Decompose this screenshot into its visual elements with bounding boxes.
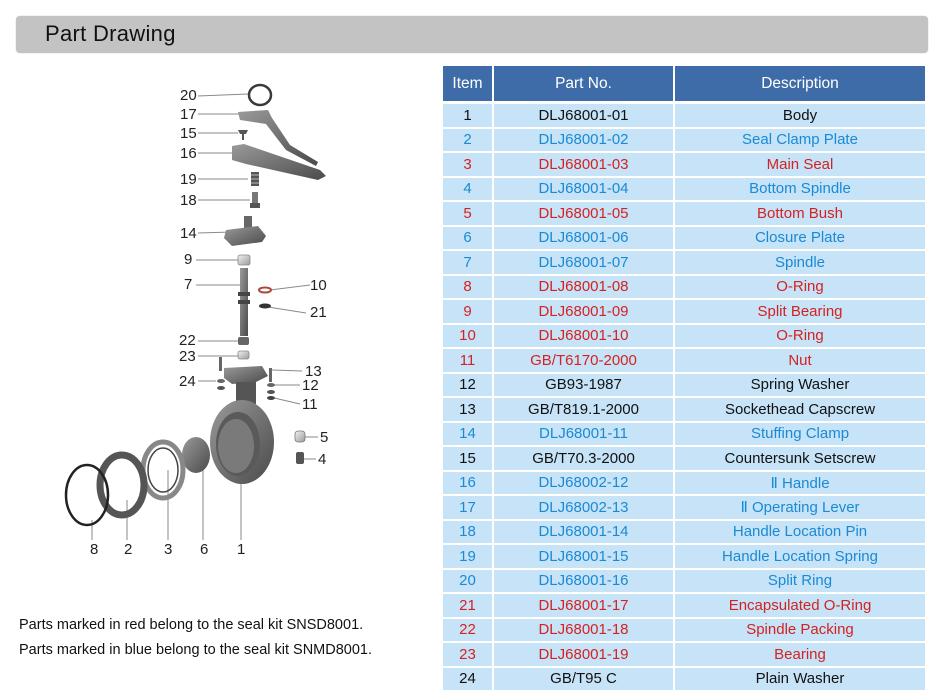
cell-description: Ⅱ Handle <box>675 472 925 497</box>
table-row <box>443 227 925 252</box>
cell-item: 10 <box>443 325 494 350</box>
callout-5: 5 <box>320 429 329 446</box>
cell-part-no: DLJ68001-10 <box>494 325 675 350</box>
cell-item: 22 <box>443 619 494 644</box>
cell-part-no: DLJ68001-19 <box>494 643 675 668</box>
table-header-row <box>443 66 925 104</box>
cell-description: Split Bearing <box>675 300 925 325</box>
cell-part-no: GB93-1987 <box>494 374 675 399</box>
table-row <box>443 619 925 644</box>
column-header-part-no: Part No. <box>494 66 675 104</box>
cell-description: Seal Clamp Plate <box>675 129 925 154</box>
cell-description: Closure Plate <box>675 227 925 252</box>
section-title: Part Drawing <box>45 21 176 46</box>
parts-list-table <box>443 66 925 692</box>
callout-6: 6 <box>200 541 209 558</box>
cell-description: Encapsulated O-Ring <box>675 594 925 619</box>
table-row <box>443 398 925 423</box>
cell-description: Split Ring <box>675 570 925 595</box>
cell-part-no: DLJ68001-11 <box>494 423 675 448</box>
cell-item: 15 <box>443 447 494 472</box>
cell-item: 6 <box>443 227 494 252</box>
cell-part-no: GB/T6170-2000 <box>494 349 675 374</box>
cell-item: 23 <box>443 643 494 668</box>
cell-part-no: DLJ68001-14 <box>494 521 675 546</box>
callout-16: 16 <box>180 145 197 162</box>
table-row <box>443 325 925 350</box>
cell-description: Nut <box>675 349 925 374</box>
callout-9: 9 <box>184 251 193 268</box>
table-row <box>443 153 925 178</box>
section-header <box>16 16 928 53</box>
cell-part-no: DLJ68001-01 <box>494 104 675 129</box>
callout-14: 14 <box>180 225 197 242</box>
cell-item: 20 <box>443 570 494 595</box>
callout-11: 11 <box>302 396 318 413</box>
cell-description: Body <box>675 104 925 129</box>
cell-item: 14 <box>443 423 494 448</box>
table-row <box>443 643 925 668</box>
column-header-item: Item <box>443 66 494 104</box>
callout-10: 10 <box>310 277 327 294</box>
callout-13: 13 <box>305 363 322 380</box>
table-row <box>443 570 925 595</box>
cell-description: Plain Washer <box>675 668 925 693</box>
cell-part-no: DLJ68002-13 <box>494 496 675 521</box>
callout-19: 19 <box>180 171 197 188</box>
cell-description: Spring Washer <box>675 374 925 399</box>
cell-part-no: DLJ68001-05 <box>494 202 675 227</box>
table-row <box>443 496 925 521</box>
cell-description: Bottom Spindle <box>675 178 925 203</box>
valve-exploded-view-image <box>0 60 440 580</box>
cell-item: 16 <box>443 472 494 497</box>
table-row <box>443 178 925 203</box>
column-header-description: Description <box>675 66 925 104</box>
cell-item: 12 <box>443 374 494 399</box>
callout-15: 15 <box>180 125 197 142</box>
table-row <box>443 594 925 619</box>
cell-description: Spindle <box>675 251 925 276</box>
cell-item: 21 <box>443 594 494 619</box>
table-row <box>443 472 925 497</box>
cell-part-no: DLJ68001-03 <box>494 153 675 178</box>
cell-description: Handle Location Pin <box>675 521 925 546</box>
exploded-part-drawing <box>0 60 440 580</box>
cell-part-no: DLJ68001-06 <box>494 227 675 252</box>
callout-8: 8 <box>90 541 99 558</box>
cell-part-no: GB/T70.3-2000 <box>494 447 675 472</box>
table-row <box>443 545 925 570</box>
callout-23: 23 <box>179 348 196 365</box>
cell-description: Stuffing Clamp <box>675 423 925 448</box>
table-row <box>443 251 925 276</box>
cell-item: 19 <box>443 545 494 570</box>
table-row <box>443 276 925 301</box>
cell-description: O-Ring <box>675 276 925 301</box>
cell-part-no: DLJ68001-04 <box>494 178 675 203</box>
callout-4: 4 <box>318 451 327 468</box>
callout-1: 1 <box>237 541 246 558</box>
table-row <box>443 668 925 693</box>
callout-21: 21 <box>310 304 327 321</box>
cell-part-no: DLJ68001-17 <box>494 594 675 619</box>
cell-item: 2 <box>443 129 494 154</box>
cell-part-no: DLJ68002-12 <box>494 472 675 497</box>
cell-part-no: GB/T819.1-2000 <box>494 398 675 423</box>
cell-description: Spindle Packing <box>675 619 925 644</box>
cell-item: 7 <box>443 251 494 276</box>
callout-20: 20 <box>180 87 197 104</box>
cell-description: Handle Location Spring <box>675 545 925 570</box>
cell-description: Sockethead Capscrew <box>675 398 925 423</box>
table-row <box>443 374 925 399</box>
table-row <box>443 202 925 227</box>
cell-item: 9 <box>443 300 494 325</box>
callout-18: 18 <box>180 192 197 209</box>
callout-3: 3 <box>164 541 173 558</box>
seal-kit-notes <box>19 613 372 662</box>
cell-part-no: DLJ68001-08 <box>494 276 675 301</box>
cell-part-no: GB/T95 C <box>494 668 675 693</box>
callout-7: 7 <box>184 276 193 293</box>
cell-item: 17 <box>443 496 494 521</box>
cell-item: 4 <box>443 178 494 203</box>
cell-item: 1 <box>443 104 494 129</box>
cell-part-no: DLJ68001-16 <box>494 570 675 595</box>
table-row <box>443 129 925 154</box>
cell-item: 24 <box>443 668 494 693</box>
note-red-kit: Parts marked in red belong to the seal kit SNSD8001. <box>19 617 364 633</box>
cell-description: Bottom Bush <box>675 202 925 227</box>
cell-part-no: DLJ68001-07 <box>494 251 675 276</box>
note-blue-kit: Parts marked in blue belong to the seal kit SNMD8001. <box>19 641 373 658</box>
table-row <box>443 423 925 448</box>
cell-part-no: DLJ68001-09 <box>494 300 675 325</box>
cell-item: 8 <box>443 276 494 301</box>
callout-22: 22 <box>179 332 196 349</box>
table-row <box>443 349 925 374</box>
cell-part-no: DLJ68001-18 <box>494 619 675 644</box>
callout-12: 12 <box>302 377 319 394</box>
cell-description: Countersunk Setscrew <box>675 447 925 472</box>
cell-item: 5 <box>443 202 494 227</box>
table-row <box>443 104 925 129</box>
cell-item: 18 <box>443 521 494 546</box>
cell-item: 3 <box>443 153 494 178</box>
cell-part-no: DLJ68001-02 <box>494 129 675 154</box>
table-row <box>443 521 925 546</box>
cell-part-no: DLJ68001-15 <box>494 545 675 570</box>
cell-item: 11 <box>443 349 494 374</box>
table-row <box>443 447 925 472</box>
callout-24: 24 <box>179 373 196 390</box>
callout-2: 2 <box>124 541 133 558</box>
cell-description: Main Seal <box>675 153 925 178</box>
cell-description: O-Ring <box>675 325 925 350</box>
cell-description: Ⅱ Operating Lever <box>675 496 925 521</box>
table-row <box>443 300 925 325</box>
cell-item: 13 <box>443 398 494 423</box>
cell-description: Bearing <box>675 643 925 668</box>
callout-17: 17 <box>180 106 197 123</box>
